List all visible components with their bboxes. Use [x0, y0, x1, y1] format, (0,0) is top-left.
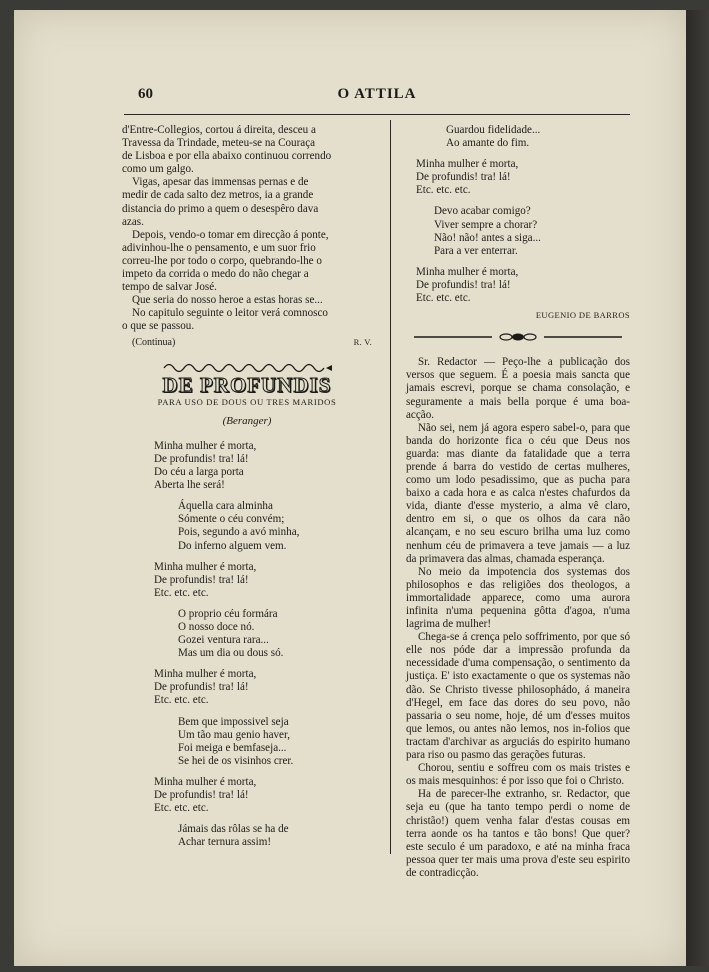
verse-line: Jámais das rôlas se ha de	[178, 823, 289, 836]
prose-line: impeto da corrida o medo do não chegar a	[122, 268, 309, 281]
prose-line: o que se passou.	[122, 320, 195, 333]
poem-stanza	[406, 124, 630, 150]
poem-refrain	[122, 561, 372, 600]
prose-line: Travessa da Trindade, meteu-se na Couraça	[122, 137, 316, 150]
verse-line: De profundis! tra! lá!	[416, 278, 511, 291]
prose-line: adivinhou-lhe o pensamento, e um suor frio	[122, 241, 316, 254]
verse-line: Minha mulher é morta,	[154, 775, 257, 788]
rule-ornament-icon	[412, 332, 624, 342]
verse-line: Se hei de os visinhos crer.	[178, 754, 294, 767]
prose-line: d'Entre-Collegios, cortou á direita, desceu a	[122, 124, 316, 136]
letter-paragraph: Sr. Redactor — Peço-lhe a publicação dos versos que seguem. É a poesia mais sancta que jamais escrevi, porque se chama consolação, e seguramente a mais bella porque é uma boa-acção.	[406, 356, 630, 421]
verse-line: De profundis! tra! lá!	[416, 171, 511, 184]
letter-paragraph: Chega-se á crença pelo soffrimento, por que só elle nos póde dar a impressão profunda da necessidade d'uma compensação, o sentimento da justiça. E' isto exactamente o que os systemas não dão. Se Christo tivesse philosophádo, á maneira d'Hegel, em face das dores do seu povo, não passaria o seu nome, hoje, dé um d'esses muitos que lemos, ou antes não lemos, nos in-folios que tractam d'archivar as arguciás do espirito humano para riso ou pasmo das gerações futuras.	[406, 631, 630, 762]
prose-line: como um galgo.	[122, 163, 194, 176]
verse-line: Um tão mau genio haver,	[178, 728, 290, 741]
prose-line: correu-lhe por todo o corpo, quebrando-lhe o	[122, 254, 322, 267]
verse-line: Devo acabar comigo?	[434, 205, 531, 218]
page-number: 60	[138, 86, 153, 102]
verse-line: Para a ver enterrar.	[434, 244, 518, 257]
rule-ornament	[406, 332, 630, 342]
verse-line: Não! não! antes a siga...	[434, 231, 541, 244]
prose-line: medir de cada salto dez metros, ia a grande	[122, 189, 314, 202]
verse-line: Do céu a larga porta	[154, 466, 244, 479]
verse-line: Sómente o céu convém;	[178, 513, 285, 526]
verse-line: De profundis! tra! lá!	[154, 681, 249, 694]
prose-line: tempo de salvar José.	[122, 281, 217, 294]
verse-line: Foi meiga e bemfaseja...	[178, 741, 287, 754]
verse-line: De profundis! tra! lá!	[154, 789, 249, 802]
verse-line: Etc. etc. etc.	[416, 184, 471, 197]
verse-line: O proprio céu formára	[178, 607, 278, 620]
verse-line: De profundis! tra! lá!	[154, 573, 249, 586]
prose-line: Depois, vendo-o tomar em direcção á ponte,	[132, 228, 329, 241]
verse-line: Minha mulher é morta,	[154, 439, 257, 452]
poem-signature: EUGENIO DE BARROS	[535, 310, 630, 321]
poem-title: DE PROFUNDIS	[162, 372, 332, 397]
prose-line: Que seria do nosso heroe a estas horas se...	[132, 294, 323, 307]
verse-line: Áquella cara alminha	[178, 500, 273, 513]
letter-paragraph: Chorou, sentiu e soffreu com os mais tristes e os mais mesquinhos: é por isso que foi o Christo.	[406, 762, 630, 788]
verse-line: Minha mulher é morta,	[416, 158, 519, 171]
serial-story	[122, 124, 372, 349]
verse-line: Pois, segundo a avó minha,	[178, 526, 300, 539]
poem-refrain	[406, 266, 630, 305]
poem-stanza	[122, 500, 372, 552]
poem-stanza	[122, 440, 372, 492]
poem-subtitle: PARA USO DE DOUS OU TRES MARIDOS	[157, 396, 337, 407]
verse-line: Etc. etc. etc.	[154, 802, 209, 815]
continua-label: (Continua)	[132, 336, 176, 348]
verse-line: Bem que impossivel seja	[178, 715, 289, 728]
verse-line: O nosso doce nó.	[178, 621, 255, 633]
verse-line: Etc. etc. etc.	[416, 292, 471, 305]
prose-line: Vigas, apesar das immensas pernas e de	[132, 176, 309, 189]
right-column	[406, 124, 630, 880]
letter-paragraph: No meio da impotencia dos systemas dos philosophos e das religiões dos theologos, a immortalidade apparece, como uma aurora infinita n'uma pequenina gôtta d'agoa, n'uma lagrima de mulher!	[406, 565, 630, 631]
binding-edge	[686, 10, 709, 966]
poem-stanza	[122, 608, 372, 660]
poem-stanza	[122, 823, 372, 849]
prose-line: de Lisboa e por ella abaixo continuou correndo	[122, 150, 332, 163]
poem-stanza	[406, 205, 630, 257]
poem-refrain	[122, 668, 372, 707]
verse-line: Ao amante do fim.	[446, 137, 530, 150]
poem-refrain	[406, 158, 630, 197]
poem-refrain	[122, 776, 372, 815]
poem-stanza	[122, 716, 372, 768]
continua-row	[122, 336, 372, 349]
verse-line: Guardou fidelidade...	[446, 124, 541, 136]
verse-line: Etc. etc. etc.	[154, 586, 209, 599]
letter-paragraph: Não sei, nem já agora espero sabel-o, para que banda do horizonte fica o céu que Deus nos guarda: mas diante da fatalidade que a terra prende á barra do vestido de certas mulheres, como um lodo pesadissimo, que as pucha para baixo a cada hora e as calca n'estes chafurdos da vida, diante d'esse mysterio, a alma vê claro, dentro em si, o que os olhos da cara não alcançam, e no seu escuro brilha uma luz como nenhum céu de primavera a teve jamais — a luz da primavera das almas, chamada esperança.	[406, 421, 630, 565]
verse-line: Mas um dia ou dous só.	[178, 647, 284, 660]
page-header	[124, 84, 630, 115]
newspaper-title: O ATTILA	[337, 86, 417, 102]
verse-line: Minha mulher é morta,	[416, 265, 519, 278]
verse-line: Achar ternura assim!	[178, 836, 272, 849]
verse-line: Viver sempre a chorar?	[434, 218, 538, 231]
left-column	[122, 124, 372, 849]
column-divider	[390, 120, 391, 854]
verse-line: Minha mulher é morta,	[154, 560, 257, 573]
author-initials: R. V.	[353, 336, 372, 347]
verse-line: Minha mulher é morta,	[154, 668, 257, 681]
prose-line: No capitulo seguinte o leitor verá comnosco	[132, 307, 328, 320]
verse-line: Aberta lhe será!	[154, 479, 225, 492]
prose-line: distancia do primo a quem o desespêro dava	[122, 202, 319, 215]
prose-line: azas.	[122, 215, 144, 228]
verse-line: Gozei ventura rara...	[178, 634, 269, 647]
verse-line: De profundis! tra! lá!	[154, 452, 249, 465]
verse-line: Etc. etc. etc.	[154, 694, 209, 707]
letter-paragraph: Ha de parecer-lhe extranho, sr. Redactor, que seja eu (que ha tanto tempo perdi o nome de christão!) quem venha falar d'estas cousas em terra aonde os ha tantos e tão bons! Que quer? este seculo é um paradoxo, e até na minha fraca pessoa quer ter mais uma prova d'este seu espirito de contradicção.	[406, 788, 630, 879]
poem-author: (Beranger)	[222, 414, 272, 427]
verse-line: Do inferno alguem vem.	[178, 539, 287, 552]
